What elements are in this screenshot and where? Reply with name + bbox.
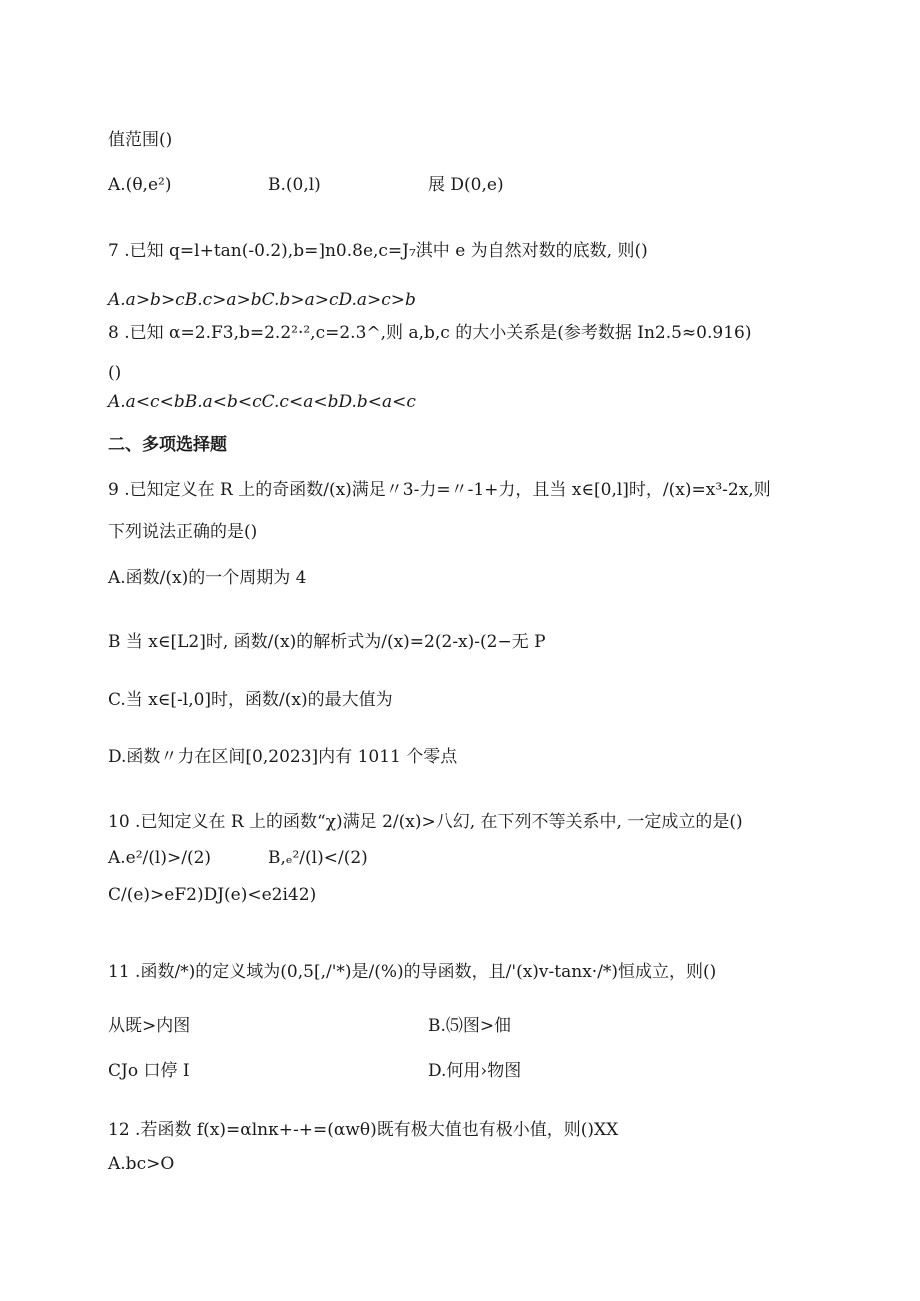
question-8-options: A.a<c<bB.a<b<cC.c<a<bD.b<a<c xyxy=(108,392,416,412)
question-9-cont: 下列说法正确的是() xyxy=(108,522,258,542)
question-10: 10 .已知定义在 R 上的函数“χ)满足 2/(x)>八幻, 在下列不等关系中, 一定成立的是() xyxy=(108,812,743,832)
text-line: 值范围() xyxy=(108,130,173,150)
question-9-option-a: A.函数/(x)的一个周期为 4 xyxy=(108,568,307,588)
question-9-option-d: D.函数〃力在区间[0,2023]内有 1011 个零点 xyxy=(108,747,458,767)
option-d: 展 D(0,e) xyxy=(428,175,504,195)
question-11-option-c: CJo 口停 I xyxy=(108,1061,190,1081)
option-a: A.(θ,e²) xyxy=(108,175,172,195)
question-10-option-b: B,ₑ²/(l)</(2) xyxy=(268,848,368,868)
question-11-option-a: 从既>内图 xyxy=(108,1016,191,1036)
question-7-options: A.a>b>cB.c>a>bC.b>a>cD.a>c>b xyxy=(108,290,416,310)
question-11-option-d: D.何用›物图 xyxy=(428,1061,522,1081)
question-12: 12 .若函数 f(x)=αlnκ+-+=(αwθ)既有极大值也有极小值，则()XX xyxy=(108,1120,619,1140)
question-8-paren: () xyxy=(108,363,122,383)
question-10-option-a: A.e²/(l)>/(2) xyxy=(108,848,212,868)
question-10-option-cd: C/(e)>eF2)DJ(e)<e2i42) xyxy=(108,885,317,905)
question-7: 7 .已知 q=l+tan(-0.2),b=]n0.8e,c=J₇淇中 e 为自然对数的底数, 则() xyxy=(108,241,648,261)
question-12-option-a: A.bc>O xyxy=(108,1154,175,1174)
question-8: 8 .已知 α=2.F3,b=2.2²·²,c=2.3^,则 a,b,c 的大小关系是(参考数据 In2.5≈0.916) xyxy=(108,323,752,343)
option-b: B.(0,l) xyxy=(268,175,321,195)
section-heading: 二、多项选择题 xyxy=(108,435,227,455)
question-9-option-b: B 当 x∈[L2]时, 函数/(x)的解析式为/(x)=2(2-x)-(2−无 P xyxy=(108,632,546,652)
question-9: 9 .已知定义在 R 上的奇函数/(x)满足〃3-力=〃-1+力，且当 x∈[0,l]时，/(x)=x³-2x,则 xyxy=(108,480,771,500)
question-9-option-c: C.当 x∈[-l,0]时，函数/(x)的最大值为 xyxy=(108,690,393,710)
question-11: 11 .函数/*)的定义域为(0,5[,/'*)是/(%)的导函数，且/'(x)v-tanx·/*)恒成立，则() xyxy=(108,962,717,982)
question-11-option-b: B.⑸图>佃 xyxy=(428,1016,512,1036)
